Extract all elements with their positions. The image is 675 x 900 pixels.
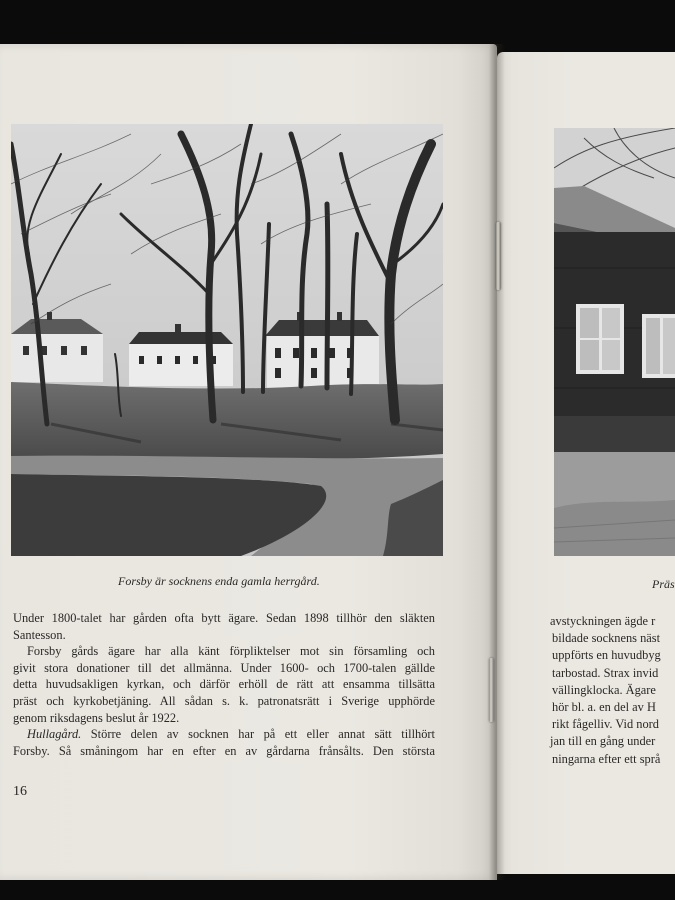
house-photo <box>554 128 675 556</box>
text-line: avstyckningen ägde r <box>550 614 656 628</box>
text-run: Större delen av socknen har på ett eller annat sätt tillhört <box>81 727 435 742</box>
text-line: Forsby. Så småningom har en efter en av gårdarna frånsålts. Den största <box>13 743 435 758</box>
text-line: Forsby gårds ägare har alla känt förpliktelser mot sin församling och <box>27 644 435 659</box>
text-line: rikt fågelliv. Vid nord <box>552 717 659 732</box>
staple-top <box>496 222 501 290</box>
text-line: givit stora donationer till det allmänna. Under 1600- och 1700-talen gällde <box>13 660 435 675</box>
text-line: jan till en gång under <box>550 734 656 749</box>
staple-bottom <box>489 658 494 722</box>
text-line: Under 1800-talet har gården ofta bytt ägare. Sedan 1898 tillhör den släkten <box>13 611 435 625</box>
text-line: genom riksdagens beslut år 1922. <box>13 710 180 725</box>
text-line: Santesson. <box>13 627 66 642</box>
text-line: hör bl. a. en del av H <box>552 699 656 714</box>
text-line: detta huvudsakligen kyrkan, och därför erhöll de rätt att ensamma tillsätta <box>13 677 435 692</box>
center-building <box>129 324 233 386</box>
text-line: bildade socknens näst <box>552 631 661 646</box>
page-number: 16 <box>13 784 27 799</box>
right-photo-caption: Präs <box>652 577 675 591</box>
text-line: uppförts en huvudbyg <box>552 648 661 663</box>
text-line: tarbostad. Strax invid <box>552 665 659 680</box>
section-heading: Hullagård. <box>27 727 82 742</box>
text-line <box>13 726 435 743</box>
book-gutter <box>489 44 505 880</box>
manor-photo <box>11 124 443 556</box>
photo-caption: Forsby är socknens enda gamla herrgård. <box>118 574 320 588</box>
text-line: präst och kyrkobetjäning. All sådan s. k. patronatsrätt i Sverige upphörde <box>13 693 435 708</box>
text-line: vällingklocka. Ägare <box>552 682 656 697</box>
body-text <box>13 610 435 759</box>
text-line: ningarna efter ett språ <box>552 751 661 766</box>
right-building <box>265 312 379 388</box>
right-page-text <box>550 613 661 768</box>
